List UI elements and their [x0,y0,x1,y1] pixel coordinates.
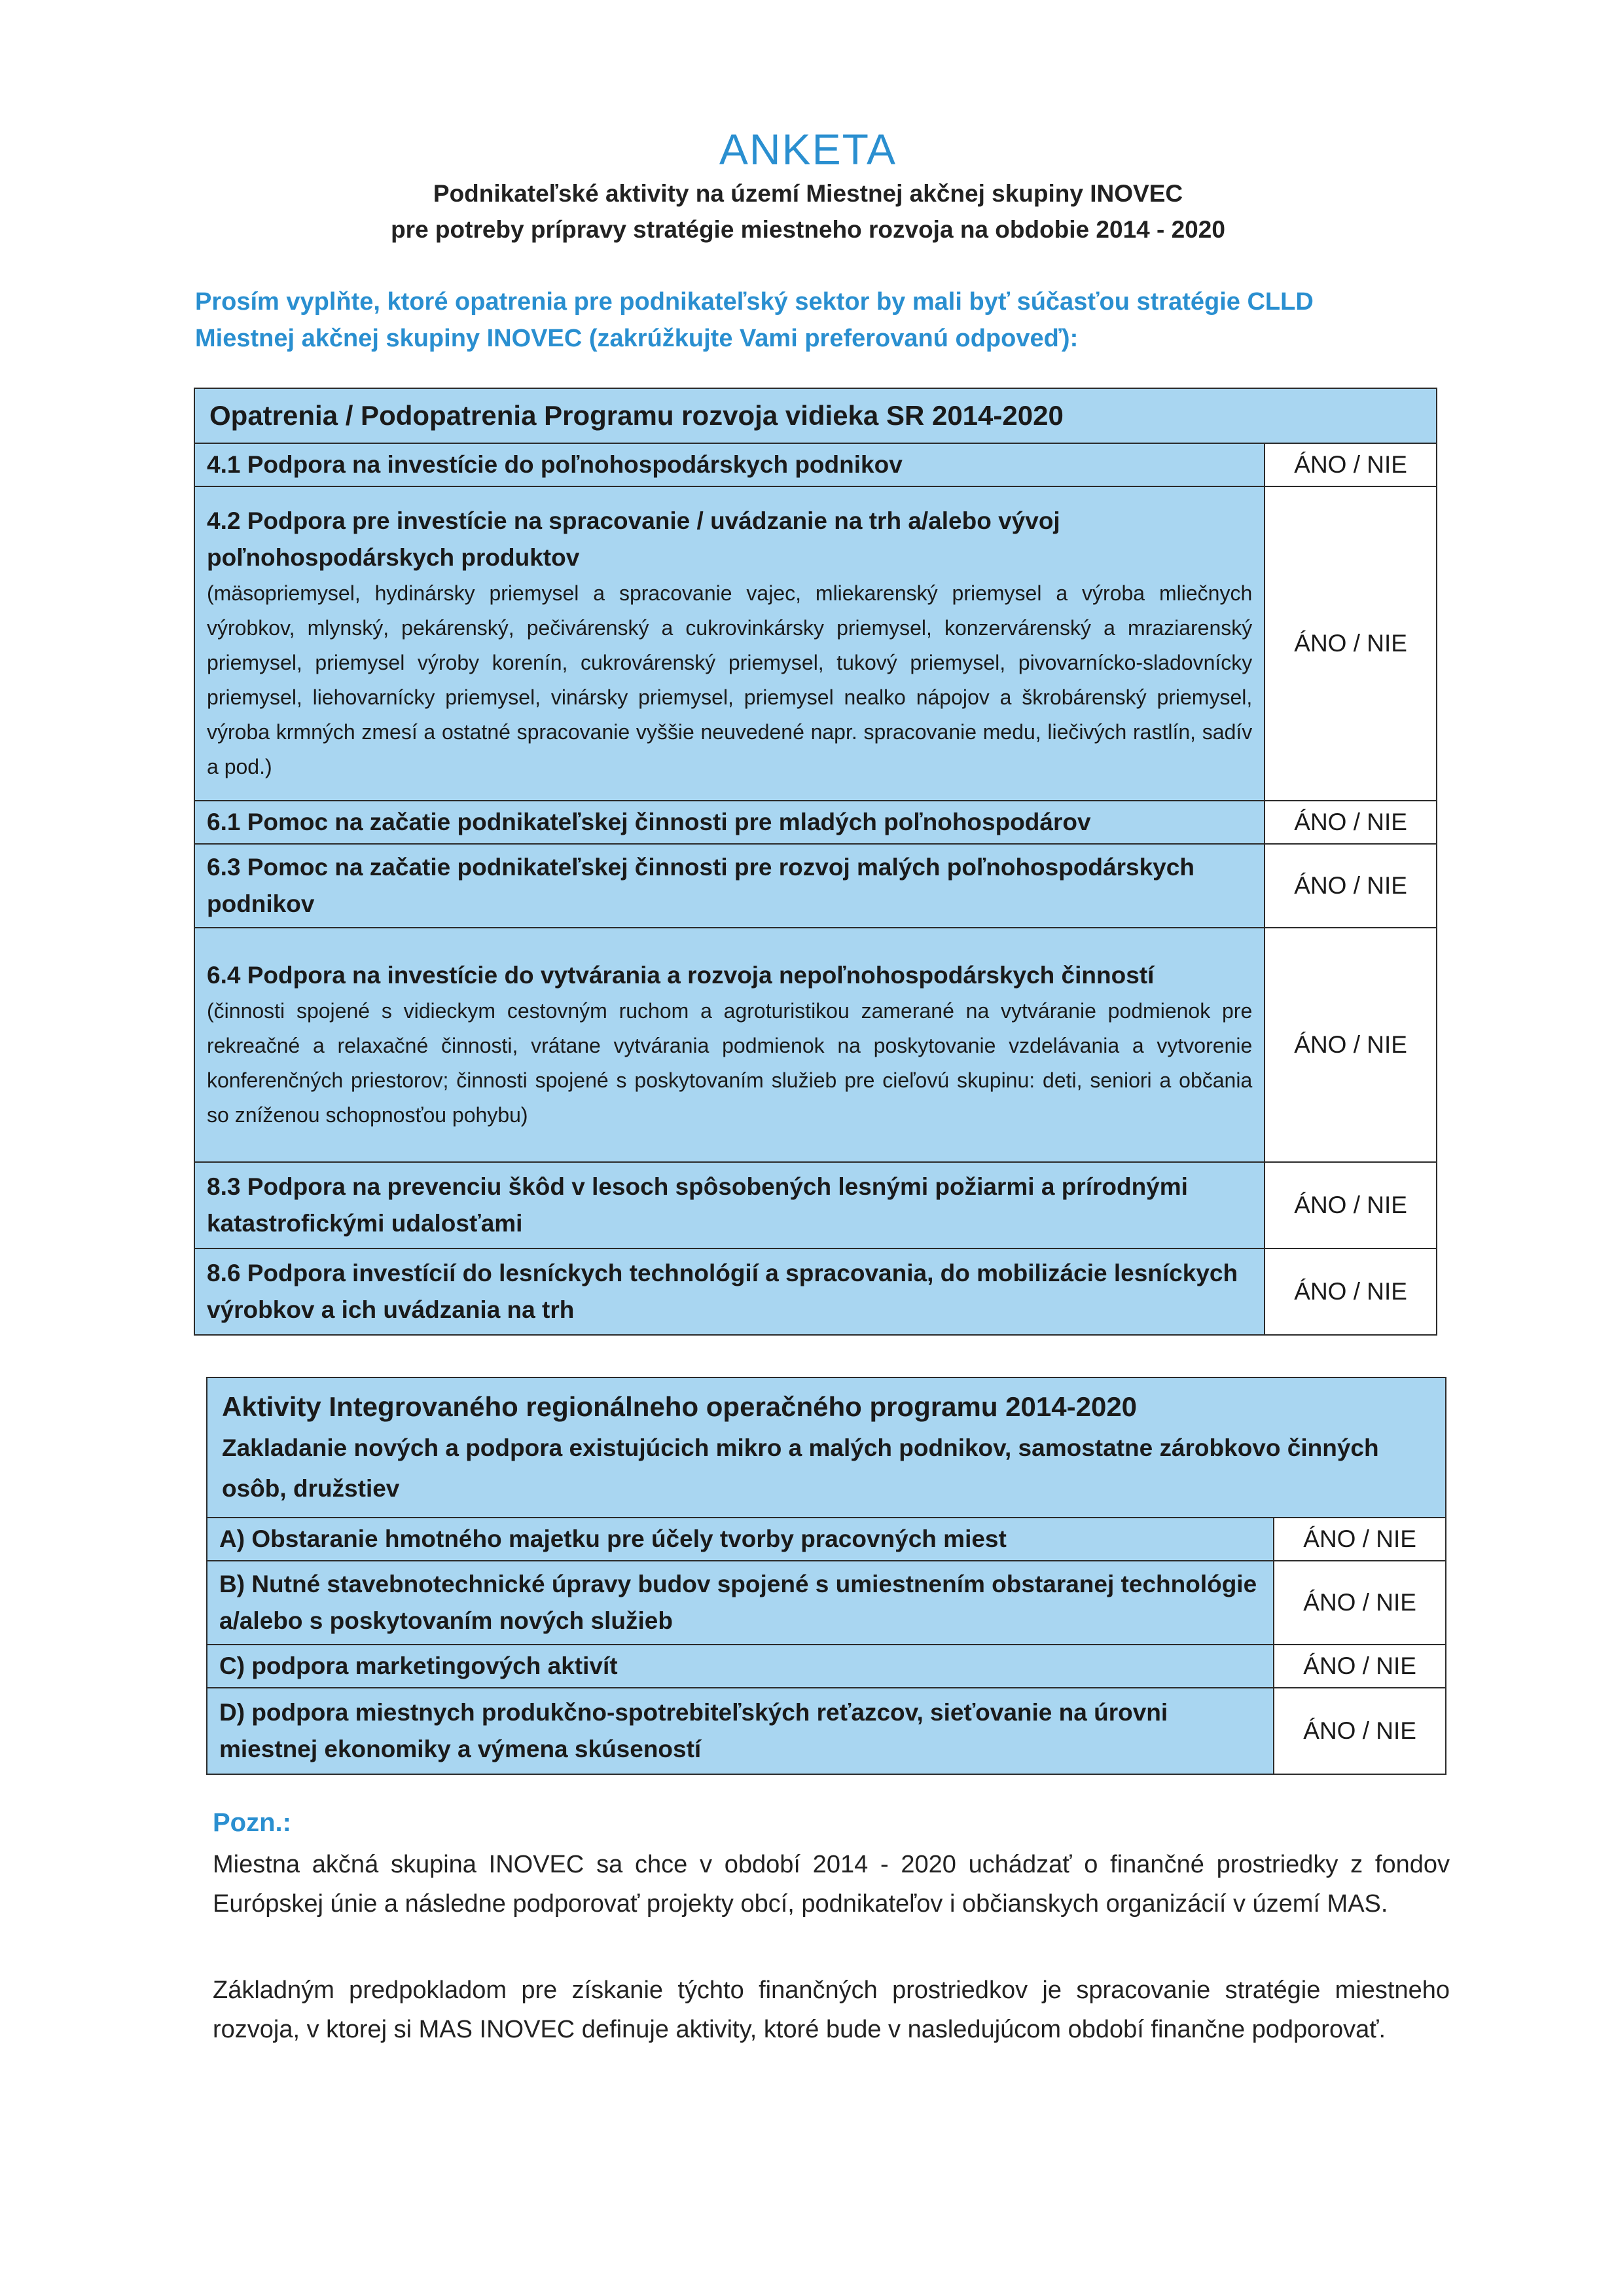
activity-d-label [207,1688,1274,1774]
irop-table-header [207,1377,1446,1518]
activity-title: D) podpora miestnych produkčno-spotrebiteľských reťazcov, sieťovanie na úrovni miestnej ekonomiky a výmena skúseností [219,1699,1168,1762]
table-row [207,1645,1446,1688]
answer-cell[interactable]: ÁNO / NIE [1274,1688,1446,1774]
answer-cell[interactable]: ÁNO / NIE [1274,1561,1446,1645]
note-paragraph-1: Miestna akčná skupina INOVEC sa chce v období 2014 - 2020 uchádzať o finančné prostriedky z fondov Európskej únie a následne podporovať projekty obcí, podnikateľov i občianskych organizácií v území MAS. [213,1851,1450,1918]
table-row [207,1561,1446,1645]
activity-c-label [207,1645,1274,1688]
answer-cell[interactable]: ÁNO / NIE [1265,1162,1437,1248]
irop-table-header-row [207,1377,1446,1518]
subtitle-line-1: Podnikateľské aktivity na území Miestnej akčnej skupiny INOVEC [433,180,1183,207]
irop-activities-table [206,1377,1446,1775]
measure-title: 4.1 Podpora na investície do poľnohospodárskych podnikov [207,451,903,478]
measures-table-header-row [194,388,1437,443]
activity-title: C) podpora marketingových aktivít [219,1652,618,1679]
measures-table [194,388,1437,1336]
answer-cell[interactable]: ÁNO / NIE [1274,1645,1446,1688]
answer-cell[interactable]: ÁNO / NIE [1274,1518,1446,1561]
measure-4-1-label [194,443,1265,486]
activity-title: B) Nutné stavebnotechnické úpravy budov spojené s umiestnením obstaranej technológie a/alebo s poskytovaním nových služieb [219,1571,1257,1634]
instruction-line-1: Prosím vyplňte, ktoré opatrenia pre podnikateľský sektor by mali byť súčasťou stratégie CLLD [195,288,1314,316]
table-row [194,928,1437,1162]
answer-cell[interactable]: ÁNO / NIE [1265,928,1437,1162]
table-row [194,1248,1437,1335]
measure-4-2-label [194,486,1265,801]
measure-8-6-label [194,1248,1265,1335]
answer-cell[interactable]: ÁNO / NIE [1265,443,1437,486]
irop-table-title: Aktivity Integrovaného regionálneho operačného programu 2014-2020 [222,1391,1138,1422]
table-row [207,1688,1446,1774]
answer-cell[interactable]: ÁNO / NIE [1265,486,1437,801]
measure-6-4-label [194,928,1265,1162]
measure-detail: (mäsopriemysel, hydinársky priemysel a spracovanie vajec, mliekarenský priemysel a výroba mliečnych výrobkov, mlynský, pekárenský, pečivárenský a cukrovinkársky priemysel, konzervárenský a mraziarenský priemysel, priemysel výroby korenín, cukrovárenský priemysel, tukový priemysel, pivovarnícko-sladovnícky priemysel, liehovarnícky priemysel, vinársky priemysel, priemysel nealko nápojov a škrobárenský priemysel, výroba krmných zmesí a ostatné spracovanie vyššie neuvedené napr. spracovanie medu, liečivých rastlín, sadív a pod.) [207,581,1253,778]
table-row [194,443,1437,486]
measure-title: 8.6 Podpora investícií do lesníckych technológií a spracovania, do mobilizácie lesníckych výrobkov a ich uvádzania na trh [207,1260,1238,1323]
measure-detail: (činnosti spojené s vidieckym cestovným ruchom a agroturistikou zamerané na vytváranie podmienok pre rekreačné a relaxačné činnosti, vrátane vytvárania podmienok na poskytovanie vzdelávania a vytvorenie konferenčných priestorov; činnosti spojené s poskytovaním služieb pre cieľovú skupinu: deti, seniori a občania so zníženou schopnosťou pohybu) [207,999,1253,1127]
table-row [194,801,1437,844]
measure-6-3-label [194,844,1265,928]
table-row [194,486,1437,801]
answer-cell[interactable]: ÁNO / NIE [1265,1248,1437,1335]
activity-a-label [207,1518,1274,1561]
measure-title: 6.4 Podpora na investície do vytvárania a rozvoja nepoľnohospodárskych činností [207,962,1155,989]
activity-title: A) Obstaranie hmotného majetku pre účely tvorby pracovných miest [219,1525,1007,1552]
table-row [207,1518,1446,1561]
measure-title: 8.3 Podpora na prevenciu škôd v lesoch spôsobených lesnými požiarmi a prírodnými katastrofickými udalosťami [207,1173,1188,1237]
measure-title: 4.2 Podpora pre investície na spracovanie / uvádzanie na trh a/alebo vývoj poľnohospodárskych produktov [207,507,1060,571]
measure-title: 6.1 Pomoc na začatie podnikateľskej činnosti pre mladých poľnohospodárov [207,809,1091,835]
measure-6-1-label [194,801,1265,844]
note-paragraph-2: Základným predpokladom pre získanie týchto finančných prostriedkov je spracovanie stratégie miestneho rozvoja, v ktorej si MAS INOVEC definuje aktivity, ktoré bude v nasledujúcom období finančne podporovať. [213,1977,1450,2043]
note-heading: Pozn.: [213,1808,291,1837]
table-row [194,844,1437,928]
measure-8-3-label [194,1162,1265,1248]
irop-table-subtitle: Zakladanie nových a podpora existujúcich mikro a malých podnikov, samostatne zárobkovo činných osôb, družstiev [222,1434,1379,1502]
instruction-line-2: Miestnej akčnej skupiny INOVEC (zakrúžkujte Vami preferovanú odpoveď): [195,325,1079,352]
subtitle-line-2: pre potreby prípravy stratégie miestneho rozvoja na obdobie 2014 - 2020 [391,216,1225,243]
answer-cell[interactable]: ÁNO / NIE [1265,801,1437,844]
answer-cell[interactable]: ÁNO / NIE [1265,844,1437,928]
document-title: ANKETA [719,125,897,173]
measure-title: 6.3 Pomoc na začatie podnikateľskej činnosti pre rozvoj malých poľnohospodárskych podnikov [207,854,1194,917]
measures-table-header: Opatrenia / Podopatrenia Programu rozvoja vidieka SR 2014-2020 [194,388,1437,443]
table-row [194,1162,1437,1248]
activity-b-label [207,1561,1274,1645]
